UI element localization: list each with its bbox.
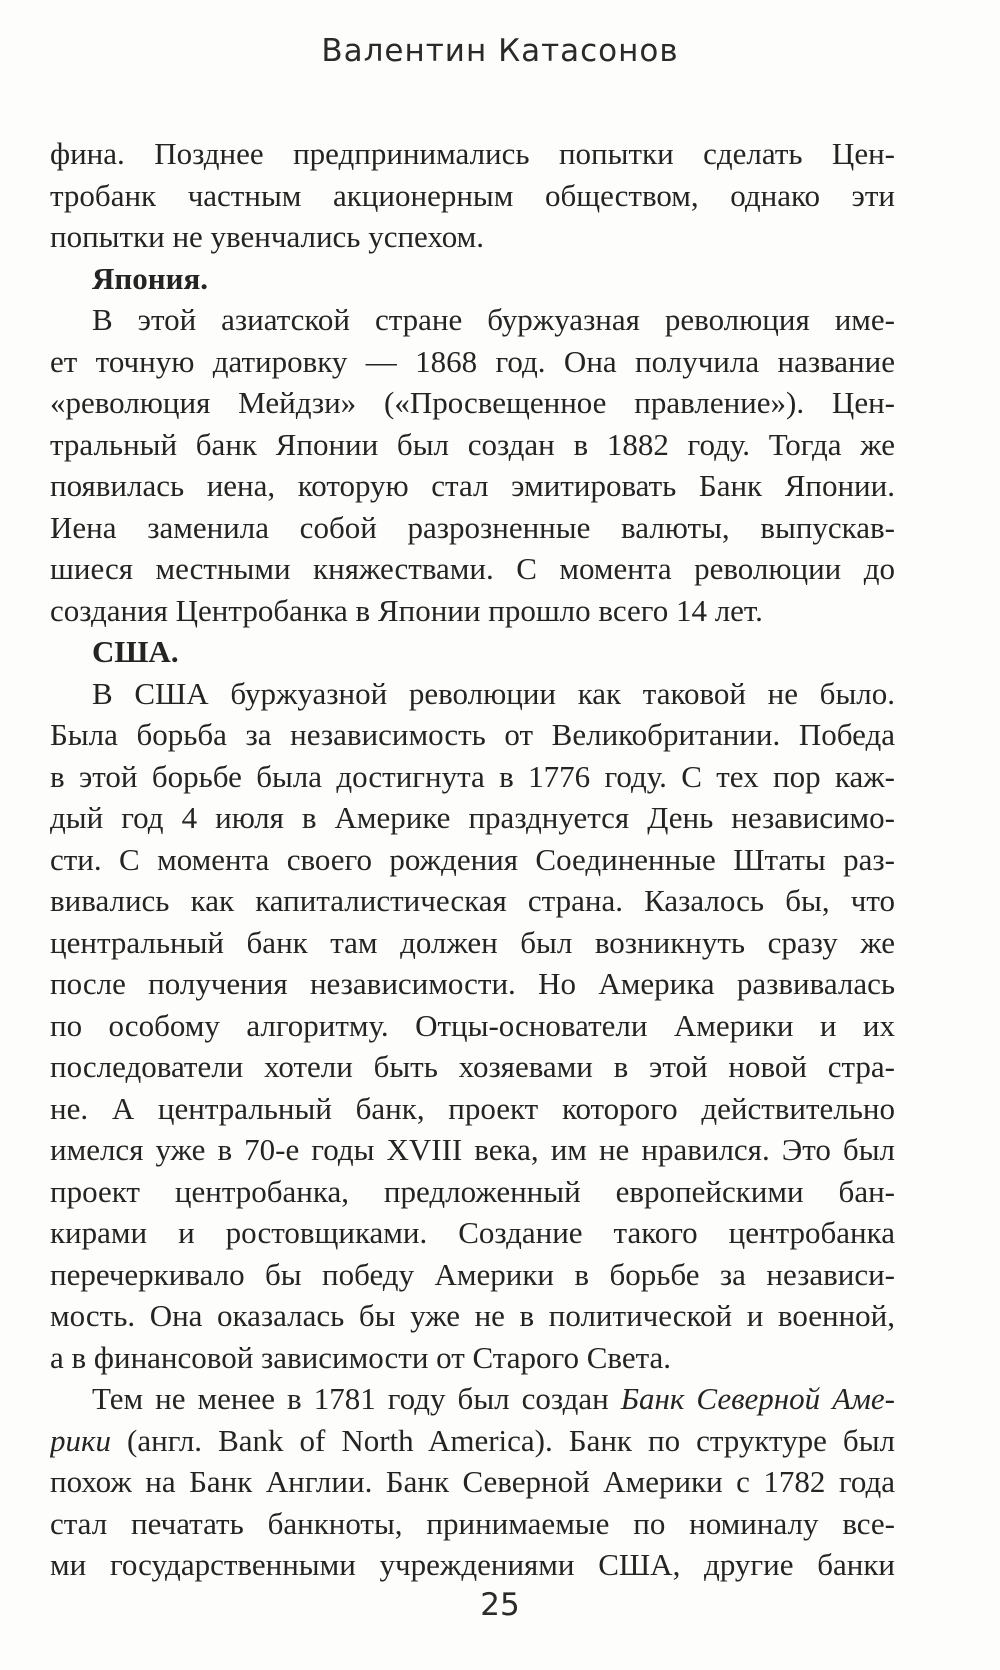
text-line: последователи хотели быть хозяевами в этой новой стра- <box>50 1049 895 1084</box>
section-heading-usa: США. <box>92 634 179 669</box>
text-line: фина. Позднее предпринимались попытки сделать Цен- <box>50 136 895 171</box>
italic-text-run: Банк Северной Аме- <box>620 1381 895 1416</box>
text-run: Тем не менее в 1781 году был создан <box>92 1381 621 1416</box>
text-line: сти. С момента своего рождения Соединенные Штаты раз- <box>50 841 895 877</box>
text-line: вивались как капиталистическая страна. Казалось бы, что <box>50 883 895 918</box>
text-line: появилась иена, которую стал эмитировать Банк Японии. <box>50 468 895 503</box>
text-line: после получения независимости. Но Америка развивалась <box>50 966 895 1001</box>
text-line: кирами и ростовщиками. Создание такого центробанка <box>50 1215 895 1250</box>
section-heading-japan: Япония. <box>92 260 208 296</box>
text-line: имелся уже в 70-е годы XVIII века, им не нравился. Это был <box>50 1132 895 1167</box>
text-line: шиеся местными княжествами. С момента революции до <box>50 551 895 586</box>
body-text <box>50 133 895 1586</box>
text-line: похож на Банк Англии. Банк Северной Америки с 1782 года <box>50 1464 895 1499</box>
italic-text-run: рики <box>50 1422 112 1458</box>
text-line <box>50 1378 895 1420</box>
text-line: в этой борьбе была достигнута в 1776 году. С тех пор каж- <box>50 758 895 794</box>
text-line: тробанк частным акционерным обществом, однако эти <box>50 177 895 213</box>
text-run: (англ. Bank of North America). Банк по структуре был <box>111 1422 895 1458</box>
text-line: стал печатать банкноты, принимаемые по номиналу все- <box>50 1505 895 1541</box>
text-line: ми государственными учреждениями США, другие банки <box>50 1547 895 1582</box>
text-line: ет точную датировку — 1868 год. Она получила название <box>50 343 895 379</box>
text-line: перечеркивало бы победу Америки в борьбе за независи- <box>50 1256 895 1292</box>
running-head-author: Валентин Катасонов <box>321 33 679 69</box>
text-line: попытки не увенчались успехом. <box>50 219 484 254</box>
text-line: по особому алгоритму. Отцы-основатели Америки и их <box>50 1007 895 1043</box>
text-line: центральный банк там должен был возникнуть сразу же <box>50 924 895 960</box>
text-line: мость. Она оказалась бы уже не в политической и военной, <box>50 1298 895 1333</box>
text-line: а в финансовой зависимости от Старого Света. <box>50 1339 672 1375</box>
text-line: Была борьба за независимость от Великобритании. Победа <box>50 717 895 752</box>
text-line: проект центробанка, предложенный европейскими бан- <box>50 1173 895 1209</box>
page-number: 25 <box>480 1587 520 1623</box>
text-line: не. А центральный банк, проект которого действительно <box>50 1090 895 1126</box>
text-line: Иена заменила собой разрозненные валюты, выпускав- <box>50 509 895 545</box>
text-line: В этой азиатской стране буржуазная революция име- <box>92 302 895 337</box>
text-line: дый год 4 июля в Америке празднуется День независимо- <box>50 800 895 835</box>
text-line: тральный банк Японии был создан в 1882 году. Тогда же <box>50 426 895 462</box>
text-line: В США буржуазной революции как таковой не было. <box>92 675 895 711</box>
text-line <box>50 1420 895 1462</box>
text-line: создания Центробанка в Японии прошло всего 14 лет. <box>50 592 763 628</box>
text-line: «революция Мейдзи» («Просвещенное правление»). Цен- <box>50 385 895 420</box>
